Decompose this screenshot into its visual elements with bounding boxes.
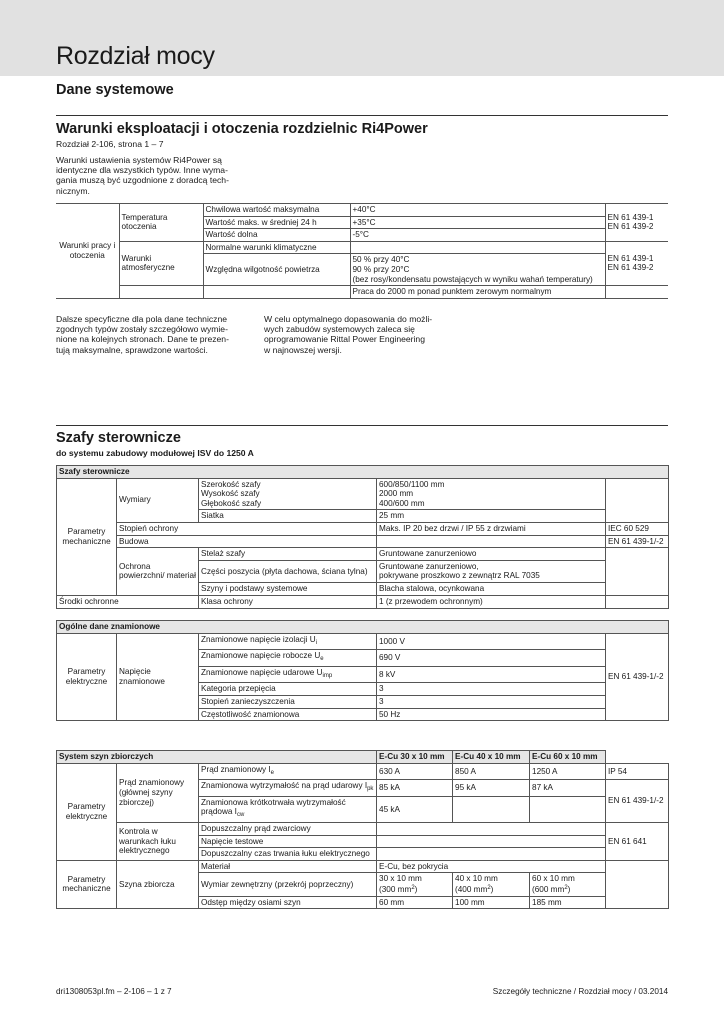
table-cell [377,835,606,848]
table-cell: E-Cu 60 x 10 mm [530,751,606,764]
table-cell: System szyn zbiorczych [57,751,377,764]
table-cell: Odstęp między osiami szyn [199,896,377,909]
table-cell [606,596,669,609]
table-cell [199,666,377,683]
table-cell: Normalne warunki klimatyczne [203,241,350,254]
table-cell: Parametry elektryczne [57,633,117,721]
table-cell: Klasa ochrony [199,596,377,609]
table-row [57,596,669,609]
text-fragment: Znamionowa wytrzymałość na prąd udarowy I [201,781,368,791]
table-cell: Kontrola w warunkach łuku elektrycznego [117,822,199,860]
table-cell: IEC 60 529 [606,522,669,535]
text-fragment: Dalsze specyficzne dla pola dane techniczne [56,314,228,324]
text-fragment: Znamionowe napięcie udarowe U [201,667,323,677]
text-fragment: W celu optymalnego dopasowania do możli- [264,314,433,324]
atm-label: Warunki atmosferyczne [119,241,203,285]
table-row [56,286,668,299]
table-cell: Ochrona powierzchni/ materiał [117,548,199,595]
table-cell: Wartość dolna [203,229,350,242]
text-fragment: 2000 mm [379,489,414,499]
table-cell: Szyny i podstawy systemowe [199,582,377,595]
table-cell: Maks. IP 20 bez drzwi / IP 55 z drzwiami [377,522,606,535]
temp-label: Temperatura otoczenia [119,204,203,242]
text-fragment: (300 mm [379,884,412,894]
general-ratings-table [56,620,669,721]
table-cell [377,848,606,861]
table-cell: 25 mm [377,510,606,523]
table-cell [377,560,606,582]
text-fragment: 2 [487,884,491,891]
text-fragment: ) [490,884,494,894]
text-fragment: EN 61 439-2 [607,263,654,273]
text-fragment: cw [236,812,245,819]
table-cell: E-Cu 40 x 10 mm [453,751,530,764]
table-header-row [57,751,669,764]
table-cell: 60 mm [377,896,453,909]
section-divider [56,115,668,116]
text-fragment: tują maksymalne, sprawdzone wartości. [56,344,208,355]
text-fragment: e [270,769,274,776]
table-row [57,860,669,873]
text-fragment: 90 % przy 20°C [352,264,410,274]
table-cell [199,780,377,797]
table-cell: 690 V [377,650,606,667]
table-cell: 185 mm [530,896,606,909]
table-cell: Wymiary [117,478,199,522]
table-cell: EN 61 439-1/-2 [606,633,669,721]
footer-right: Szczegóły techniczne / Rozdział mocy / 03.2014 [492,987,668,996]
text-fragment: gania muszą być uzgodnione z doradcą tech- [56,175,229,186]
footer-left: dri1308053pl.fm – 2-106 – 1 z 7 [56,987,172,996]
table-cell: +35°C [350,216,605,229]
table-header-row [57,621,669,634]
text-fragment: Szerokość szafy [201,479,261,489]
table-cell [453,873,530,896]
table-cell: Dopuszczalny czas trwania łuku elektrycznego [199,848,377,861]
table-cell: Gruntowane zanurzeniowo [377,548,606,561]
table-cell: Napięcie znamionowe [117,633,199,721]
table-cell: Chwilowa wartość maksymalna [203,204,350,217]
table-cell [606,478,669,522]
conditions-table [56,203,668,299]
table-cell: 95 kA [453,780,530,797]
cabinets-table [56,465,669,596]
text-fragment: wych zabudów systemowych zaleca się [264,324,415,335]
section-title-conditions: Warunki eksploatacji i otoczenia rozdzielnic Ri4Power [56,121,428,137]
table-cell: Środki ochronne [57,596,199,609]
table-row [57,633,669,650]
table-cell: Stelaż szafy [199,548,377,561]
table-cell: 50 Hz [377,708,606,721]
table-cell: Względna wilgotność powietrza [203,254,350,286]
text-fragment: Wysokość szafy [201,489,260,499]
paragraph-left [56,314,256,355]
table-cell: 630 A [377,763,453,780]
norm-cell [605,241,668,285]
table-cell: Wymiar zewnętrzny (przekrój poprzeczny) [199,873,377,896]
table-cell: 100 mm [453,896,530,909]
table-cell [350,254,605,286]
table-cell: Parametry elektryczne [57,763,117,860]
section-divider [56,425,668,426]
page-subtitle: Dane systemowe [56,82,174,98]
table-cell: +40°C [350,204,605,217]
table-cell [453,796,530,822]
table-cell: Częstotliwość znamionowa [199,708,377,721]
table-cell: 3 [377,683,606,696]
table-cell [377,873,453,896]
table-cell: Stopień ochrony [117,522,377,535]
text-fragment: (bez rosy/kondensatu powstających w wyniku wahań temperatury) [352,274,593,284]
text-fragment: EN 61 439-2 [607,222,654,232]
table-row [57,822,669,835]
text-fragment: oprogramowanie Rittal Power Engineering [264,334,425,345]
table-cell [377,535,606,548]
table-cell [199,650,377,667]
text-fragment: e [320,656,324,663]
text-fragment: ) [567,884,571,894]
paragraph-right [264,314,464,355]
table-cell: Ogólne dane znamionowe [57,621,669,634]
table-row [56,204,668,217]
table-cell [605,286,668,299]
table-cell: EN 61 439-1/-2 [606,780,669,823]
text-fragment: ) [414,884,418,894]
text-fragment: Głębokość szafy [201,498,262,508]
table-cell: Blacha stalowa, ocynkowana [377,582,606,595]
section-reference: Rozdział 2-106, strona 1 – 7 [56,139,164,149]
table-cell: 1 (z przewodem ochronnym) [377,596,606,609]
table-cell [199,478,377,510]
table-cell: Praca do 2000 m ponad punktem zerowym normalnym [350,286,605,299]
text-fragment: prądowa I [201,807,237,817]
table-cell [119,286,203,299]
text-fragment: 2 [564,884,568,891]
text-fragment: 50 % przy 40°C [352,255,410,265]
table-cell: Szafy sterownicze [57,466,669,479]
table-cell: E-Cu, bez pokrycia [377,860,606,873]
table-cell [199,763,377,780]
text-fragment: (400 mm [455,884,488,894]
table-cell: E-Cu 30 x 10 mm [377,751,453,764]
text-fragment: zgodnych typów zostały szczegółowo wymie- [56,324,228,335]
table-cell: Stopień zanieczyszczenia [199,695,377,708]
table-cell [606,751,669,764]
table-row [57,522,669,535]
table-cell [530,796,606,822]
text-fragment: pokrywane proszkowo z zewnątrz RAL 7035 [379,571,540,581]
table-cell [377,478,606,510]
text-fragment: 2 [411,884,415,891]
text-fragment: i [315,639,318,646]
text-fragment: Znamionowa krótkotrwała wytrzymałość [201,797,346,807]
text-fragment: pk [367,786,374,793]
text-fragment: 600/850/1100 mm [379,479,445,489]
text-fragment: Warunki ustawienia systemów Ri4Power są [56,155,222,165]
table-header-row [57,466,669,479]
text-fragment: 400/600 mm [379,498,425,508]
table-cell: Parametry mechaniczne [57,478,117,595]
norm-cell [605,204,668,242]
intro-text [56,155,256,196]
table-cell: 3 [377,695,606,708]
section-title-cabinets: Szafy sterownicze [56,430,181,446]
table-cell [350,241,605,254]
table-cell: Dopuszczalny prąd zwarciowy [199,822,377,835]
table-cell [606,548,669,595]
page-title: Rozdział mocy [56,42,215,70]
table-row [56,241,668,254]
table-cell [203,286,350,299]
table-cell: Prąd znamionowy (głównej szyny zbiorczej) [117,763,199,822]
text-fragment: nione na kolejnych stronach. Dane te prezen- [56,334,229,345]
table-cell [606,860,669,908]
table-cell [199,796,377,822]
table-cell: Części poszycia (płyta dachowa, ściana tylna) [199,560,377,582]
table-row [57,535,669,548]
table-cell: 8 kV [377,666,606,683]
table-cell: EN 61 439-1/-2 [606,535,669,548]
table-cell: 85 kA [377,780,453,797]
table-row [57,763,669,780]
table-row [57,548,669,561]
table-cell: Materiał [199,860,377,873]
table-cell: Szyna zbiorcza [117,860,199,908]
table-cell: IP 54 [606,763,669,780]
text-fragment: (600 mm [532,884,565,894]
text-fragment: Znamionowe napięcie robocze U [201,651,321,661]
table-cell: Parametry mechaniczne [57,860,117,908]
text-fragment: Gruntowane zanurzeniowo, [379,561,479,571]
conditions-group: Warunki pracy i otoczenia [56,204,119,299]
table-cell: Wartość maks. w średniej 24 h [203,216,350,229]
table-cell: 1250 A [530,763,606,780]
text-fragment: 60 x 10 mm [532,874,575,884]
table-cell: Budowa [117,535,377,548]
text-fragment: Prąd znamionowy I [201,764,271,774]
text-fragment: nicznym. [56,185,90,196]
header-band [0,0,724,76]
section-subtitle-cabinets: do systemu zabudowy modułowej ISV do 1250 A [56,448,254,458]
busbar-table [56,750,669,909]
text-fragment: w najnowszej wersji. [264,344,342,355]
table-cell: Siatka [199,510,377,523]
table-cell [199,633,377,650]
text-fragment: Znamionowe napięcie izolacji U [201,634,316,644]
table-cell: 87 kA [530,780,606,797]
text-fragment: 30 x 10 mm [379,874,422,884]
table-cell [530,873,606,896]
text-fragment: 40 x 10 mm [455,874,498,884]
table-cell: EN 61 641 [606,822,669,860]
table-cell [377,822,606,835]
table-cell: 850 A [453,763,530,780]
protection-table [56,595,669,609]
text-fragment: imp [322,672,333,679]
text-fragment: EN 61 439-1 [607,212,654,222]
table-row [57,478,669,510]
table-cell: Kategoria przepięcia [199,683,377,696]
text-fragment: identyczne dla wszystkich typów. Inne wyma- [56,165,228,176]
table-cell: Napięcie testowe [199,835,377,848]
table-cell: 45 kA [377,796,453,822]
table-cell: -5°C [350,229,605,242]
table-cell: 1000 V [377,633,606,650]
text-fragment: EN 61 439-1 [607,253,654,263]
